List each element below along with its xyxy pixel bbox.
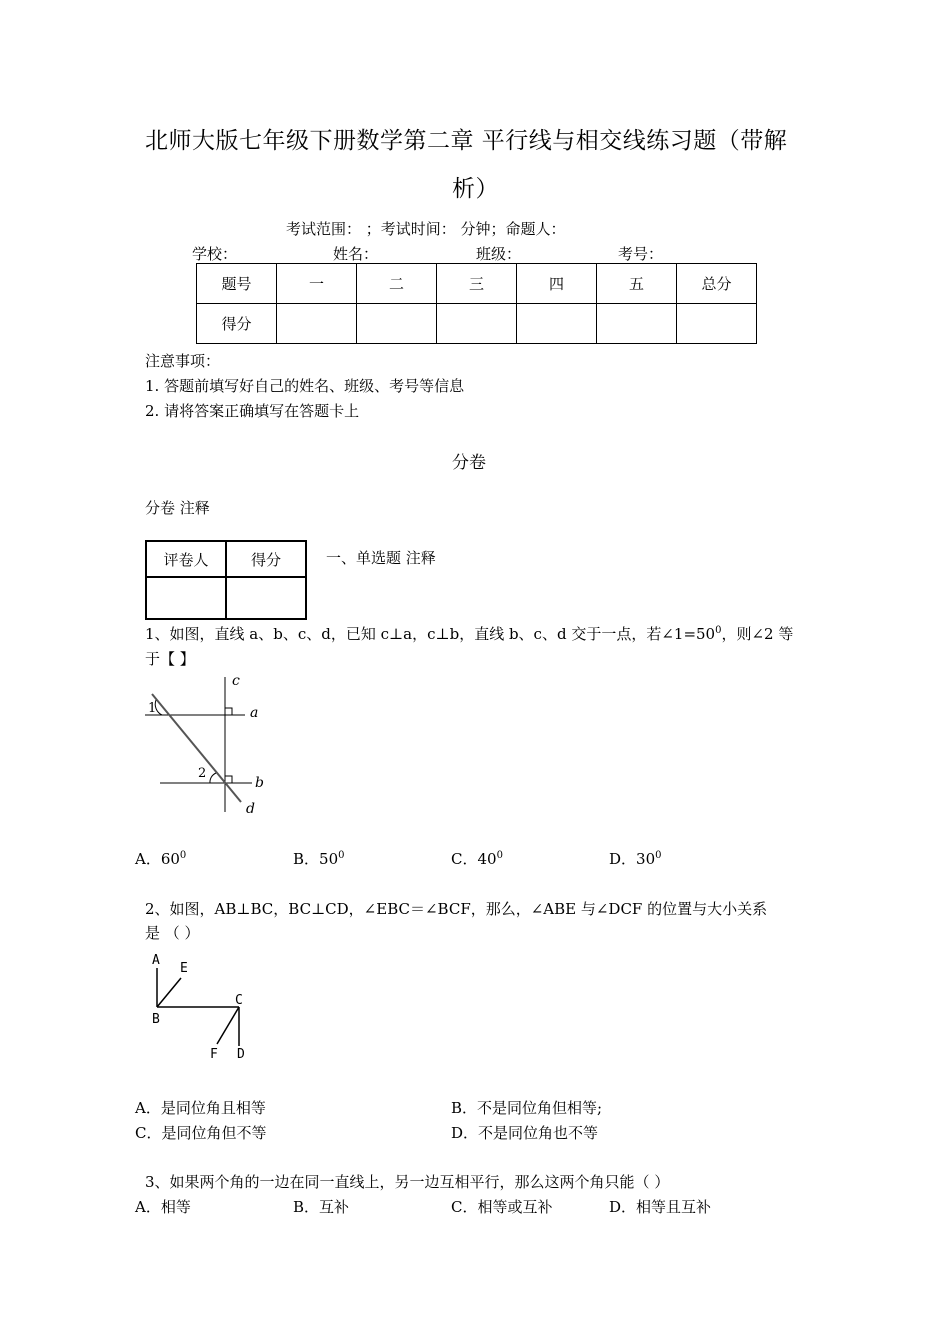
degree-superscript: 0 [496, 850, 503, 861]
notice-item: 2. 请将答案正确填写在答题卡上 [145, 402, 360, 420]
question-1-option-a[interactable] [135, 848, 186, 869]
score-table-header-row [197, 264, 757, 304]
score-input-cell[interactable] [277, 304, 357, 344]
degree-superscript: 0 [715, 625, 722, 636]
question-2-option-a[interactable]: A．是同位角且相等 [135, 1099, 266, 1117]
question-1-stem-line2: 于【 】 [145, 650, 195, 668]
number-field: 考号： [618, 245, 664, 263]
score-table-cell: 总分 [677, 264, 757, 304]
label-A: A [152, 953, 160, 968]
angle-2-arc [210, 773, 216, 783]
degree-superscript: 0 [655, 850, 662, 861]
segment-cf [217, 1007, 239, 1044]
grader-table-input-row [146, 577, 306, 619]
question-3-option-b[interactable]: B．互补 [293, 1198, 350, 1216]
right-angle-mark-b [225, 776, 232, 783]
section-note: 分卷 注释 [145, 499, 210, 517]
score-table-cell: 题号 [197, 264, 277, 304]
score-table-cell: 一 [277, 264, 357, 304]
grader-score-label: 得分 [226, 541, 306, 577]
notice-item: 1. 答题前填写好自己的姓名、班级、考号等信息 [145, 377, 465, 395]
option-text: C．40 [451, 850, 497, 868]
line-d [152, 694, 241, 802]
degree-superscript: 0 [179, 850, 187, 861]
question-3-option-c[interactable]: C．相等或互补 [451, 1198, 553, 1216]
label-d: d [246, 801, 255, 817]
question-1-option-b[interactable] [293, 848, 345, 869]
question-2-stem-line2: 是 （ ） [145, 924, 200, 942]
score-input-cell[interactable] [677, 304, 757, 344]
segment-be [157, 978, 181, 1007]
score-table-cell: 五 [597, 264, 677, 304]
question-1-stem-tail: ，则∠2 等 [721, 625, 794, 643]
grader-input-cell[interactable] [146, 577, 226, 619]
label-angle-1: 1 [148, 701, 157, 716]
label-C: C [235, 993, 243, 1008]
label-angle-2: 2 [198, 766, 207, 781]
grader-label: 评卷人 [146, 541, 226, 577]
question-1-option-d[interactable] [609, 848, 662, 869]
name-field: 姓名： [333, 245, 379, 263]
notice-heading: 注意事项： [145, 352, 221, 370]
question-2-option-c[interactable]: C．是同位角但不等 [135, 1124, 267, 1142]
school-field: 学校： [192, 245, 238, 263]
part-title: 一、单选题 注释 [326, 549, 436, 567]
score-table-cell: 二 [357, 264, 437, 304]
grader-table [145, 540, 307, 620]
score-input-cell[interactable] [597, 304, 677, 344]
label-B: B [152, 1012, 160, 1027]
label-b: b [255, 775, 264, 791]
question-1-stem [145, 623, 793, 644]
score-input-cell[interactable] [357, 304, 437, 344]
label-F: F [210, 1047, 218, 1062]
class-field: 班级： [476, 245, 522, 263]
right-angle-mark-a [225, 708, 232, 715]
question-3-stem: 3、如果两个角的一边在同一直线上，另一边互相平行，那么这两个角只能（ ） [145, 1173, 670, 1191]
label-E: E [180, 961, 188, 976]
exam-info: 考试范围： ；考试时间： 分钟；命题人： [286, 220, 566, 238]
score-table-cell: 三 [437, 264, 517, 304]
question-1-option-c[interactable] [451, 848, 503, 869]
score-table-cell: 四 [517, 264, 597, 304]
degree-superscript: 0 [338, 850, 345, 861]
grader-score-input-cell[interactable] [226, 577, 306, 619]
question-2-figure [145, 948, 265, 1066]
score-input-cell[interactable] [517, 304, 597, 344]
label-a: a [250, 705, 259, 721]
question-2-stem: 2、如图，AB⊥BC，BC⊥CD，∠EBC＝∠BCF，那么，∠ABE 与∠DCF 的位置与大小关系 [145, 900, 768, 918]
grader-table-header-row [146, 541, 306, 577]
question-2-option-d[interactable]: D．不是同位角也不等 [451, 1124, 599, 1142]
question-3-option-d[interactable]: D．相等且互补 [609, 1198, 712, 1216]
label-c: c [232, 673, 240, 689]
score-table-score-row [197, 304, 757, 344]
option-text: B．50 [293, 850, 339, 868]
page-title-line1: 北师大版七年级下册数学第二章 平行线与相交线练习题（带解 [145, 128, 788, 154]
option-text: A．60 [135, 850, 180, 868]
question-2-option-b[interactable]: B．不是同位角但相等; [451, 1099, 603, 1117]
score-input-cell[interactable] [437, 304, 517, 344]
option-text: D．30 [609, 850, 656, 868]
section-title: 分卷 [452, 453, 486, 473]
question-1-figure [140, 672, 280, 822]
score-table [196, 263, 757, 344]
label-D: D [237, 1047, 245, 1062]
question-3-option-a[interactable]: A．相等 [135, 1198, 191, 1216]
score-table-cell: 得分 [197, 304, 277, 344]
question-1-stem-text: 1、如图，直线 a、b、c、d，已知 c⊥a，c⊥b，直线 b、c、d 交于一点，若∠1=50 [145, 625, 716, 643]
page-title-line2: 析） [452, 176, 499, 202]
